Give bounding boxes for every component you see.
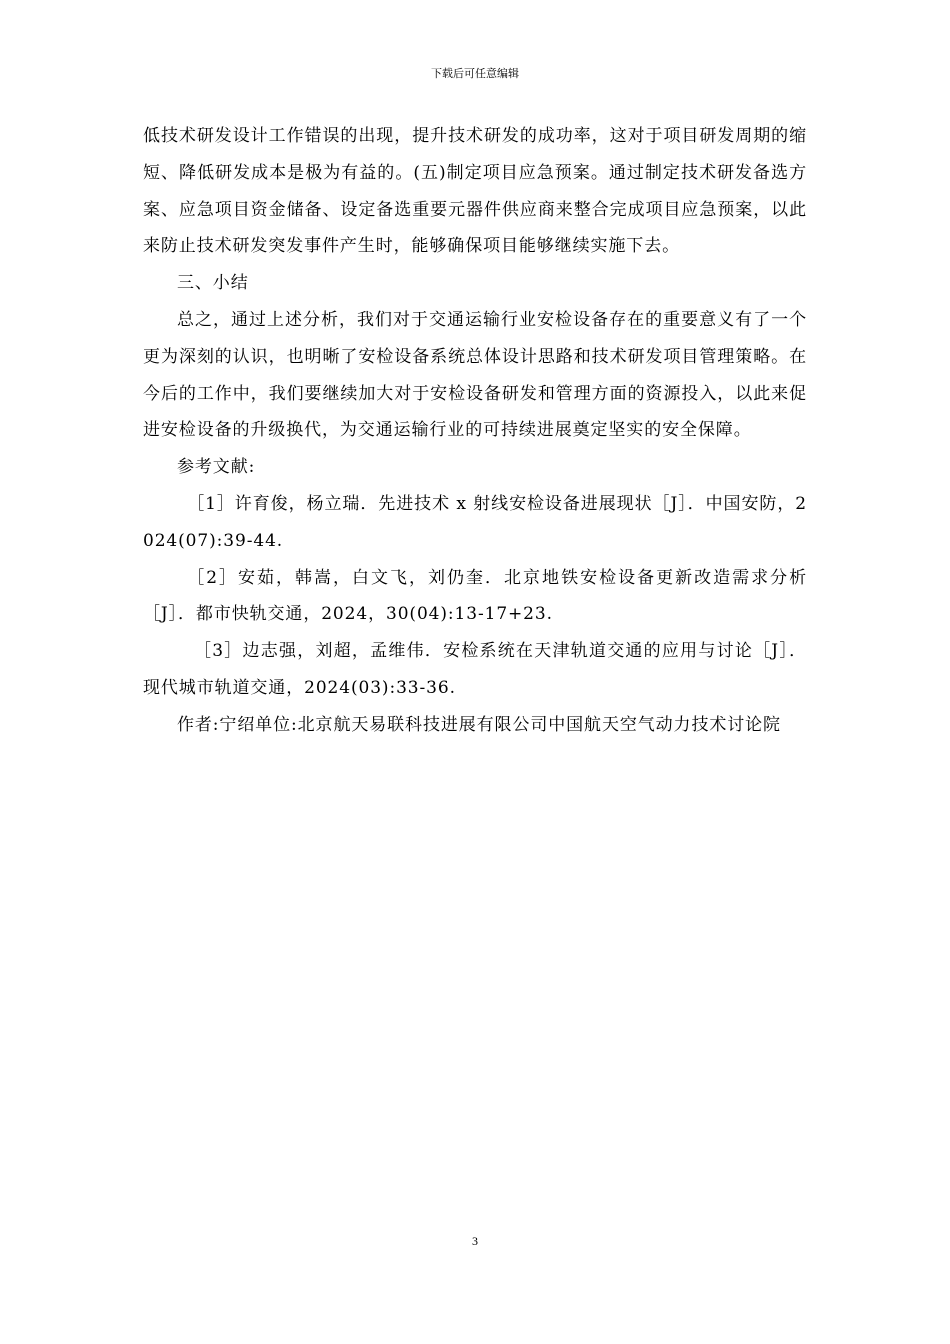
reference-item: ［1］许育俊，杨立瑞．先进技术 x 射线安检设备进展现状［J］．中国安防，2024(07):39-44. — [143, 493, 807, 551]
paragraph-continued: 低技术研发设计工作错误的出现，提升技术研发的成功率，这对于项目研发周期的缩短、降低研发成本是极为有益的。(五)制定项目应急预案。通过制定技术研发备选方案、应急项目资金储备、设定备选重要元器件供应商来整合完成项目应急预案，以此来防止技术研发突发事件产生时，能够确保项目能够继续实施下去。 — [143, 126, 807, 257]
references-heading: 参考文献: — [177, 457, 256, 478]
document-body — [143, 118, 807, 744]
author-line: 作者:宁绍单位:北京航天易联科技进展有限公司中国航天空气动力技术讨论院 — [177, 714, 781, 735]
reference-item: ［2］安茹，韩嵩，白文飞，刘仍奎．北京地铁安检设备更新改造需求分析［J］．都市快轨交通，2024，30(04):13-17+23. — [143, 567, 807, 625]
reference-item: ［3］边志强，刘超，孟维伟．安检系统在天津轨道交通的应用与讨论［J］．现代城市轨道交通，2024(03):33-36. — [143, 641, 807, 698]
section-heading: 三、小结 — [177, 273, 249, 294]
summary-paragraph: 总之，通过上述分析，我们对于交通运输行业安检设备存在的重要意义有了一个更为深刻的认识，也明晰了安检设备系统总体设计思路和技术研发项目管理策略。在今后的工作中，我们要继续加大对于安检设备研发和管理方面的资源投入，以此来促进安检设备的升级换代，为交通运输行业的可持续进展奠定坚实的安全保障。 — [143, 309, 807, 441]
page-number: 3 — [472, 1234, 478, 1248]
page-header: 下载后可任意编辑 — [431, 67, 519, 80]
